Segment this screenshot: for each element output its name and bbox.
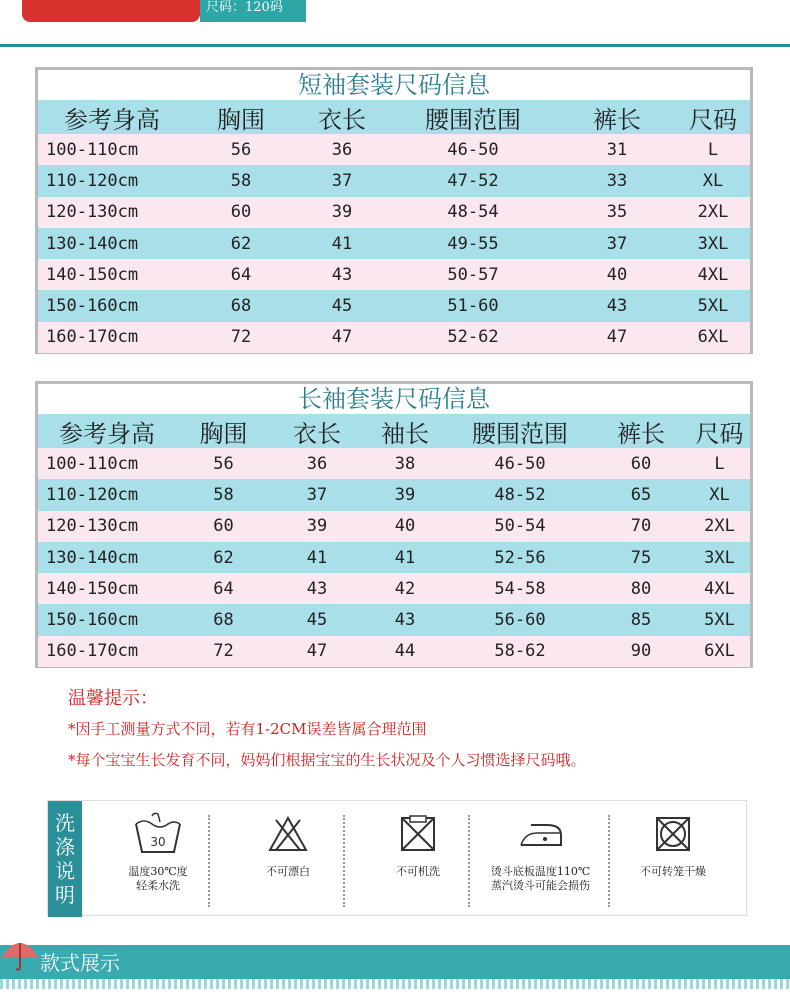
header-cell: 腰围范围: [425, 105, 521, 134]
table-cell: 3XL: [697, 233, 729, 254]
table-cell: 40: [394, 516, 416, 537]
top-strip: [0, 0, 790, 48]
tip-line: *因手工测量方式不同，若有1-2CM误差皆属合理范围: [68, 720, 427, 738]
table-cell: 37: [606, 233, 628, 254]
wash-item-iron: [478, 809, 603, 909]
table-cell: 47: [331, 327, 353, 348]
wash-item-no-bleach: [233, 809, 343, 909]
table-cell: 130-140cm: [46, 547, 139, 568]
table-cell: XL: [709, 484, 730, 505]
table-cell: 100-110cm: [46, 453, 139, 474]
table-cell: 39: [394, 484, 416, 505]
table-cell: 54-58: [494, 578, 546, 599]
table-cell: 5XL: [704, 610, 735, 631]
table-cell: 70: [630, 516, 652, 537]
section-title: 款式展示: [40, 951, 120, 975]
table-cell: 47: [306, 641, 328, 662]
table-cell: 58-62: [494, 641, 546, 662]
table-row: [38, 259, 750, 290]
table-cell: 2XL: [697, 202, 729, 223]
no-tumble-dry-icon: [618, 809, 728, 859]
wash-label-char: 涤: [55, 835, 75, 859]
wash-caption: [618, 865, 728, 879]
wash-caption: [233, 865, 343, 879]
table-cell: 150-160cm: [46, 296, 139, 317]
table-cell: 120-130cm: [46, 202, 139, 223]
style-showcase-banner: [0, 935, 790, 999]
table-cell: 38: [394, 453, 416, 474]
table-cell: 41: [394, 547, 416, 568]
tip-line: *每个宝宝生长发育不同，妈妈们根据宝宝的生长状况及个人习惯选择尺码哦。: [68, 751, 586, 769]
table-row: [38, 542, 750, 573]
table-cell: 140-150cm: [46, 264, 139, 285]
dotted-separator: [343, 815, 345, 907]
header-cell: 裤长: [593, 105, 641, 134]
table-cell: 68: [213, 610, 234, 631]
table-cell: 37: [306, 484, 328, 505]
wash-caption: [363, 865, 473, 879]
table-cell: 31: [606, 139, 628, 160]
wash-caption-line: 不可漂白: [266, 865, 310, 878]
table-cell: 39: [331, 202, 353, 223]
table-cell: 41: [331, 233, 353, 254]
wash-caption: [103, 865, 213, 893]
table-cell: 62: [230, 233, 252, 254]
table-cell: 43: [394, 610, 416, 631]
table-cell: L: [707, 139, 719, 160]
umbrella-icon: [0, 935, 40, 971]
product-photo-fragment: [22, 0, 200, 22]
tips-section: [68, 684, 768, 780]
table-cell: 110-120cm: [46, 170, 139, 191]
header-cell: 尺码: [689, 105, 737, 134]
table-cell: 58: [230, 170, 252, 191]
table-cell: 130-140cm: [46, 233, 139, 254]
table-header-row: [38, 100, 750, 134]
dotted-separator: [608, 815, 610, 907]
wash-label-char: 明: [55, 883, 75, 907]
header-cell: 衣长: [293, 419, 341, 448]
table-cell: L: [714, 453, 725, 474]
table-cell: 72: [230, 327, 252, 348]
iron-icon: [478, 809, 603, 859]
table-title: 长袖套装尺码信息: [298, 385, 490, 413]
table-row: [38, 448, 750, 479]
table-cell: 50-54: [494, 516, 546, 537]
table-cell: 37: [331, 170, 353, 191]
table-cell: 65: [630, 484, 652, 505]
divider-line: [0, 44, 790, 47]
wash-temp: 30: [150, 835, 166, 849]
table-cell: 56-60: [494, 610, 546, 631]
table-cell: 64: [230, 264, 252, 285]
table-body: [38, 448, 750, 667]
wash-caption-line: 轻柔水洗: [136, 879, 180, 892]
table-cell: 33: [606, 170, 628, 191]
no-bleach-icon: [233, 809, 343, 859]
table-row: [38, 290, 750, 321]
dotted-separator: [468, 815, 470, 907]
banner-stripes: [0, 979, 790, 989]
table-cell: 75: [630, 547, 652, 568]
table-cell: 45: [331, 296, 353, 317]
table-cell: 47: [606, 327, 628, 348]
wash-instructions: [47, 800, 747, 916]
table-cell: 41: [306, 547, 328, 568]
hand-wash-30-icon: [103, 809, 213, 859]
table-cell: 45: [306, 610, 328, 631]
table-cell: 90: [630, 641, 652, 662]
table-cell: 39: [306, 516, 328, 537]
header-cell: 衣长: [318, 105, 366, 134]
wash-caption-line: 不可机洗: [396, 865, 440, 878]
table-row: [38, 573, 750, 604]
table-row: [38, 511, 750, 542]
no-machine-wash-icon: [363, 809, 473, 859]
table-cell: 140-150cm: [46, 578, 139, 599]
table-row: [38, 165, 750, 196]
table-cell: 52-62: [447, 327, 499, 348]
table-cell: 150-160cm: [46, 610, 139, 631]
table-cell: 42: [394, 578, 416, 599]
table-cell: 2XL: [704, 516, 735, 537]
table-body: [38, 134, 750, 353]
dotted-separator: [208, 815, 210, 907]
table-cell: XL: [702, 170, 724, 191]
wash-caption-line: 蒸汽烫斗可能会损伤: [491, 879, 590, 892]
table-cell: 80: [630, 578, 652, 599]
table-cell: 56: [213, 453, 234, 474]
wash-caption-line: 温度30℃度: [128, 865, 188, 878]
table-row: [38, 134, 750, 165]
header-cell: 尺码: [695, 419, 744, 448]
short-sleeve-size-table: [35, 67, 753, 354]
table-cell: 68: [230, 296, 252, 317]
wash-caption: [478, 865, 603, 893]
table-cell: 62: [213, 547, 234, 568]
table-cell: 100-110cm: [46, 139, 139, 160]
header-cell: 袖长: [381, 419, 429, 448]
tips-heading: 温馨提示：: [68, 688, 158, 709]
table-cell: 85: [630, 610, 652, 631]
table-row: [38, 636, 750, 667]
table-row: [38, 197, 750, 228]
table-cell: 3XL: [704, 547, 735, 568]
table-cell: 6XL: [704, 641, 735, 662]
header-cell: 胸围: [217, 105, 265, 134]
wash-label-char: 说: [55, 859, 75, 883]
table-cell: 5XL: [697, 296, 729, 317]
table-cell: 35: [606, 202, 628, 223]
table-cell: 160-170cm: [46, 327, 139, 348]
wash-label: [48, 801, 82, 917]
table-cell: 60: [213, 516, 234, 537]
table-title: 短袖套装尺码信息: [298, 71, 490, 99]
wash-label-char: 洗: [55, 811, 75, 835]
table-cell: 56: [230, 139, 252, 160]
wash-caption-line: 不可转笼干燥: [640, 865, 706, 878]
wash-caption-line: 烫斗底板温度110℃: [490, 865, 591, 878]
table-cell: 6XL: [697, 327, 729, 348]
table-cell: 40: [606, 264, 628, 285]
wash-item-hand-wash: [103, 809, 213, 909]
wash-item-no-tumble-dry: [618, 809, 728, 909]
header-cell: 胸围: [199, 419, 248, 448]
table-cell: 44: [394, 641, 416, 662]
table-cell: 43: [606, 296, 628, 317]
table-header-row: [38, 414, 750, 448]
table-cell: 36: [306, 453, 328, 474]
table-cell: 50-57: [447, 264, 499, 285]
table-cell: 4XL: [704, 578, 735, 599]
table-cell: 72: [213, 641, 234, 662]
table-cell: 36: [331, 139, 353, 160]
table-cell: 110-120cm: [46, 484, 139, 505]
table-cell: 60: [230, 202, 252, 223]
wash-item-no-machine-wash: [363, 809, 473, 909]
table-cell: 4XL: [697, 264, 729, 285]
table-cell: 47-52: [447, 170, 499, 191]
table-cell: 120-130cm: [46, 516, 139, 537]
table-row: [38, 604, 750, 635]
table-cell: 58: [213, 484, 234, 505]
table-cell: 49-55: [447, 233, 499, 254]
table-cell: 52-56: [494, 547, 546, 568]
table-cell: 43: [331, 264, 353, 285]
table-row: [38, 479, 750, 510]
table-cell: 46-50: [447, 139, 499, 160]
header-cell: 腰围范围: [472, 419, 568, 448]
table-cell: 64: [213, 578, 234, 599]
header-cell: 参考身高: [59, 419, 155, 448]
table-row: [38, 322, 750, 353]
long-sleeve-size-table: [35, 381, 753, 668]
table-row: [38, 228, 750, 259]
table-cell: 51-60: [447, 296, 499, 317]
table-cell: 43: [306, 578, 328, 599]
table-cell: 46-50: [494, 453, 546, 474]
header-cell: 参考身高: [64, 105, 160, 134]
table-cell: 60: [630, 453, 652, 474]
table-cell: 160-170cm: [46, 641, 139, 662]
table-cell: 48-52: [494, 484, 546, 505]
size-tag: 尺码：120码: [200, 0, 306, 22]
header-cell: 裤长: [617, 419, 665, 448]
table-cell: 48-54: [447, 202, 499, 223]
